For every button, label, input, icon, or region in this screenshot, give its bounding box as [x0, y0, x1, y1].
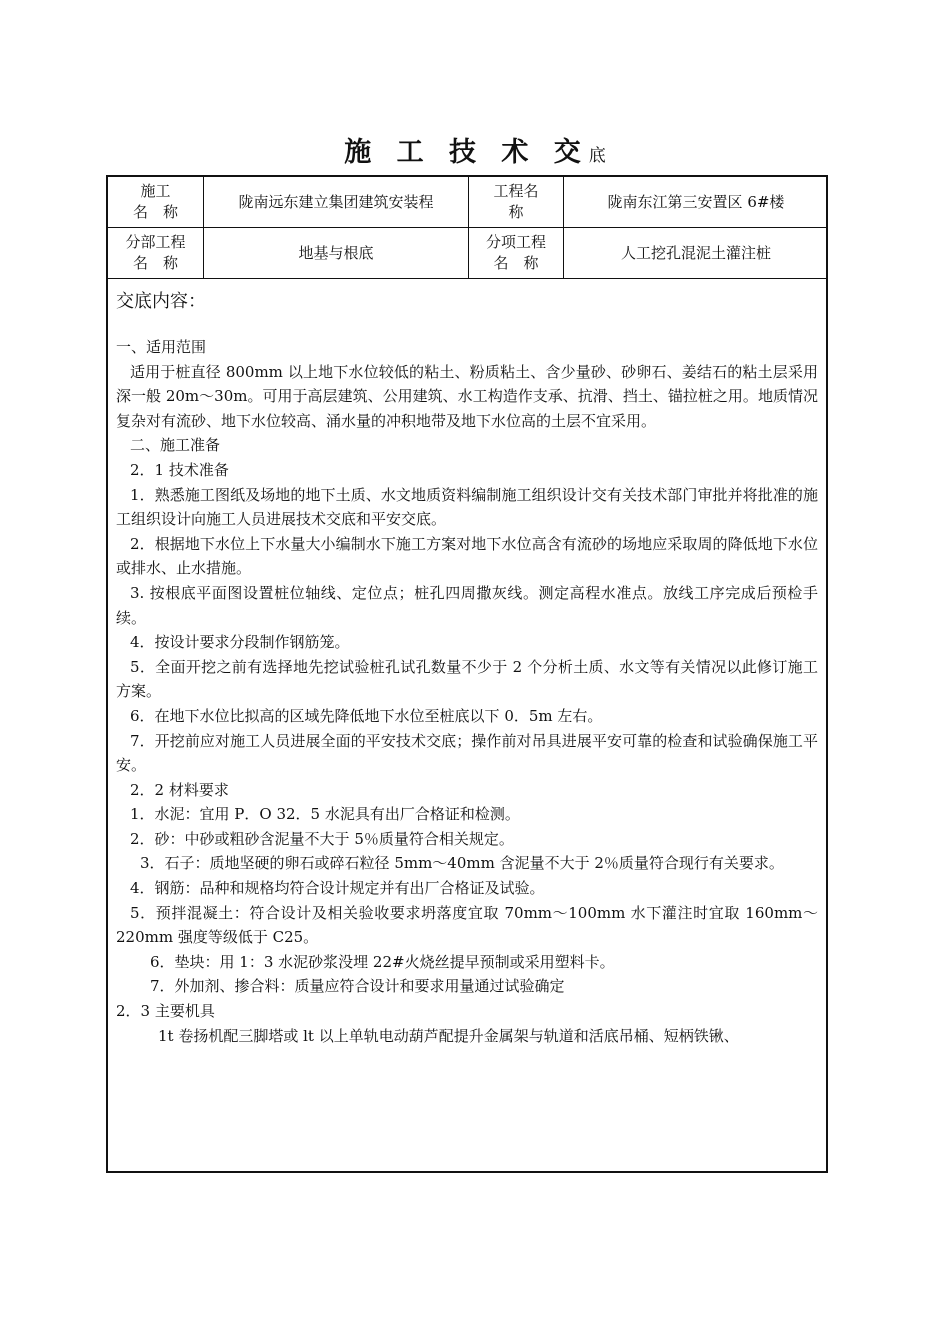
list-item: 2．根据地下水位上下水量大小编制水下施工方案对地下水位高含有流砂的场地应采取周的降低地下水位或排水、止水措施。 — [116, 534, 818, 578]
list-item: 2．砂：中砂或粗砂含泥量不大于 5％质量符合相关规定。 — [130, 829, 514, 848]
paragraph: 适用于桩直径 800mm 以上地下水位较低的粘土、粉质粘土、含少量砂、砂卵石、姜结石的粘土层采用深一般 20m～30m。可用于高层建筑、公用建筑、水工构造作支承、抗滑、挡土、锚拉桩之用。地质情况复杂对有流砂、地下水位较高、涌水量的冲积地带及地下水位高的土层不宜采用。 — [116, 362, 818, 430]
list-item: 7．开挖前应对施工人员进展全面的平安技术交底；操作前对吊具进展平安可靠的检查和试验确保施工平安。 — [116, 731, 818, 775]
list-item: 4．按设计要求分段制作钢筋笼。 — [130, 633, 350, 652]
list-item: 1．熟悉施工图纸及场地的地下土质、水文地质资料编制施工组织设计交有关技术部门审批并将批准的施工组织设计向施工人员进展技术交底和平安交底。 — [116, 485, 818, 529]
disclosure-table — [106, 175, 828, 1173]
subsection-heading: 2．1 技术准备 — [130, 460, 229, 479]
section-heading: 二、施工准备 — [130, 436, 221, 455]
disclosure-content — [108, 279, 826, 1048]
subitem-value: 人工挖孔混泥土灌注桩 — [620, 243, 771, 262]
list-item: 5．全面开挖之前有选择地先挖试验桩孔试孔数量不少于 2 个分析土质、水文等有关情况以此修订施工方案。 — [116, 657, 818, 701]
list-item: 7．外加剂、掺合料：质量应符合设计和要求用量通过试验确定 — [150, 977, 565, 996]
content-heading: 交底内容： — [116, 291, 206, 312]
list-item: 4．钢筋：品种和规格均符合设计规定并有出厂合格证及试验。 — [130, 879, 545, 898]
subsection-heading: 2．3 主要机具 — [116, 1002, 215, 1021]
construction-name-value: 陇南远东建立集团建筑安装程 — [204, 177, 469, 227]
list-item: 5．预拌混凝土：符合设计及相关验收要求坍落度宜取 70mm～100mm 水下灌注时宜取 160mm～220mm 强度等级低于 C25。 — [116, 903, 818, 947]
list-item: 3．石子：质地坚硬的卵石或碎石粒径 5mm～40mm 含泥量不大于 2％质量符合现行有关要求。 — [140, 854, 784, 873]
title-tail: 底 — [588, 146, 606, 166]
project-name-label: 工程名 称 — [469, 177, 564, 227]
title-main: 施 工 技 术 交 — [344, 137, 589, 168]
section-heading: 一、适用范围 — [116, 338, 207, 356]
list-item: 6．在地下水位比拟高的区域先降低地下水位至桩底以下 0．5m 左右。 — [130, 706, 603, 725]
project-name-value: 陇南东江第三安置区 6#楼 — [607, 192, 785, 211]
paragraph: 1t 卷扬机配三脚塔或 lt 以上单轨电动葫芦配提升金属架与轨道和活底吊桶、短柄铁锹、 — [158, 1026, 739, 1045]
document-title — [0, 130, 950, 169]
division-value: 地基与根底 — [204, 228, 469, 278]
division-label: 分部工程 名 称 — [108, 228, 204, 278]
header-row-project — [108, 177, 826, 228]
subsection-heading: 2．2 材料要求 — [130, 780, 229, 799]
header-row-work — [108, 228, 826, 279]
list-item: 3. 按根底平面图设置桩位轴线、定位点；桩孔四周撒灰线。测定高程水准点。放线工序完成后预检手续。 — [116, 583, 818, 627]
subitem-label: 分项工程 名 称 — [469, 228, 564, 278]
list-item: 6．垫块：用 1：3 水泥砂浆没埋 22#火烧丝提早预制或采用塑料卡。 — [150, 952, 615, 971]
construction-name-label: 施工 名 称 — [108, 177, 204, 227]
list-item: 1．水泥：宜用 P．O 32．5 水泥具有出厂合格证和检测。 — [130, 805, 520, 824]
